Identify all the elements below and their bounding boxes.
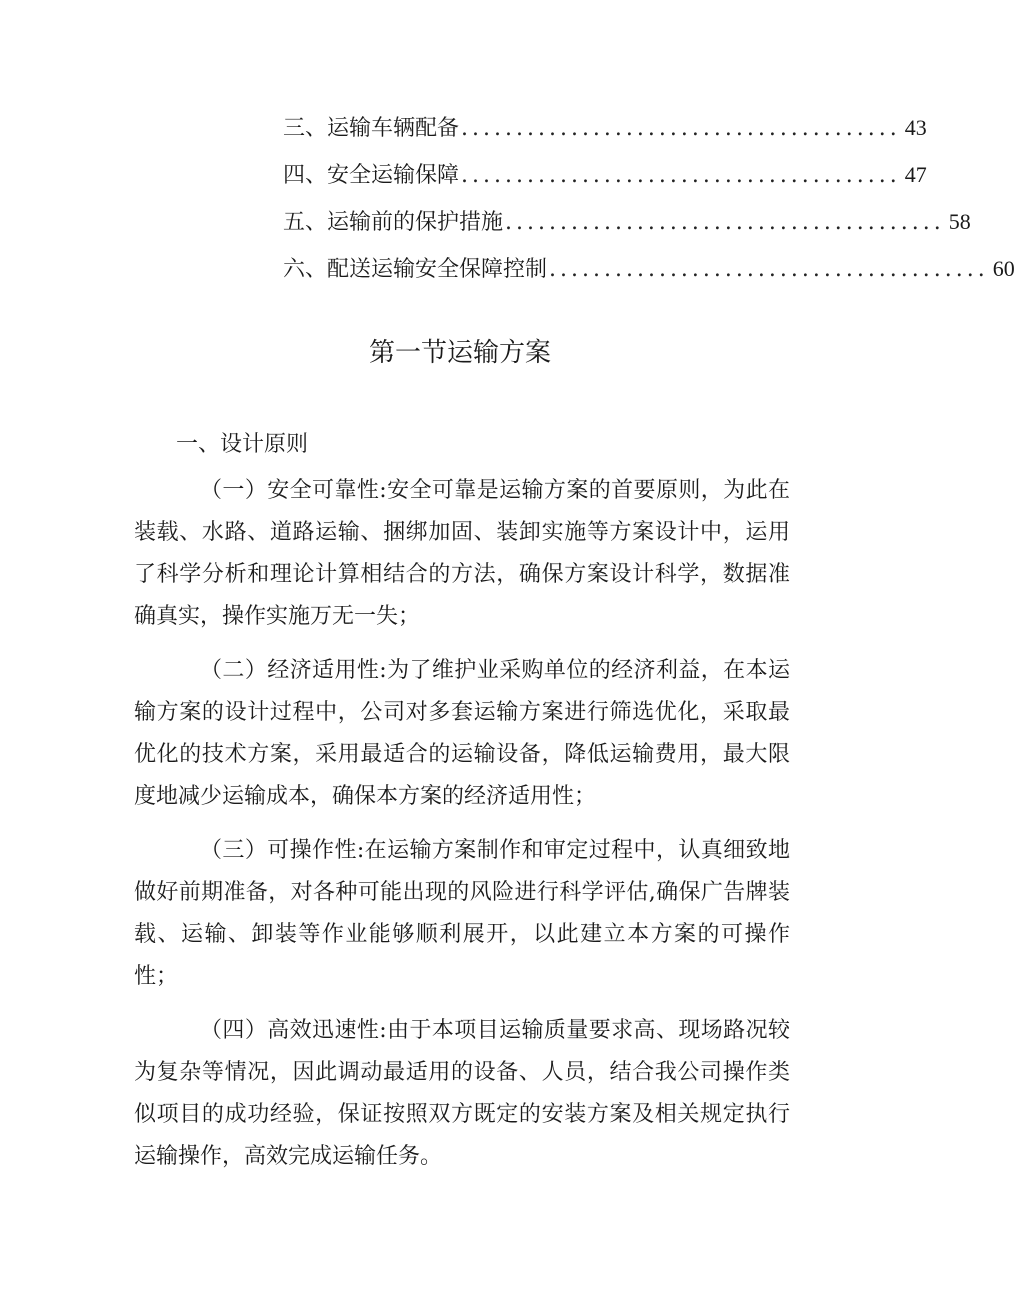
toc-item-title: 六、配送运输安全保障控制 bbox=[283, 257, 548, 282]
paragraph-efficiency: （四）高效迅速性:由于本项目运输质量要求高、现场路况较为复杂等情况，因此调动最适用的设备、人员，结合我公司操作类似项目的成功经验，保证按照双方既定的安装方案及相关规定执行运输操作，高效完成运输任务。 bbox=[134, 1018, 790, 1169]
toc-item[interactable] bbox=[283, 204, 971, 251]
toc-item[interactable] bbox=[283, 110, 927, 157]
toc-page-number: 60 bbox=[992, 256, 1015, 281]
table-of-contents bbox=[283, 110, 1015, 298]
section-body bbox=[134, 470, 790, 1190]
paragraph-operability: （三）可操作性:在运输方案制作和审定过程中，认真细致地做好前期准备，对各种可能出现的风险进行科学评估,确保广告牌装载、运输、卸装等作业能够顺利展开，以此建立本方案的可操作性； bbox=[134, 838, 790, 989]
section-title: 第一节运输方案 bbox=[368, 338, 551, 368]
toc-page-number: 47 bbox=[904, 162, 927, 187]
toc-item[interactable] bbox=[283, 251, 1015, 298]
toc-item-title: 三、运输车辆配备 bbox=[283, 116, 460, 141]
toc-item-title: 四、安全运输保障 bbox=[283, 163, 460, 188]
paragraph-economy: （二）经济适用性:为了维护业采购单位的经济利益，在本运输方案的设计过程中，公司对多套运输方案进行筛选优化，采取最优化的技术方案，采用最适合的运输设备，降低运输费用，最大限度地减少运输成本，确保本方案的经济适用性； bbox=[134, 658, 790, 809]
toc-page-number: 43 bbox=[904, 115, 927, 140]
toc-dot-leader: ........................................ bbox=[505, 210, 945, 235]
toc-page-number: 58 bbox=[948, 209, 971, 234]
subsection-title: 一、设计原则 bbox=[176, 432, 309, 457]
toc-dot-leader: ........................................ bbox=[461, 163, 901, 188]
toc-item[interactable] bbox=[283, 157, 927, 204]
toc-dot-leader: ........................................ bbox=[549, 257, 989, 282]
toc-dot-leader: ........................................ bbox=[461, 116, 901, 141]
toc-item-title: 五、运输前的保护措施 bbox=[283, 210, 504, 235]
paragraph-safety: （一）安全可靠性:安全可靠是运输方案的首要原则，为此在装载、水路、道路运输、捆绑加固、装卸实施等方案设计中，运用了科学分析和理论计算相结合的方法，确保方案设计科学，数据准确真实，操作实施万无一失； bbox=[134, 478, 790, 629]
